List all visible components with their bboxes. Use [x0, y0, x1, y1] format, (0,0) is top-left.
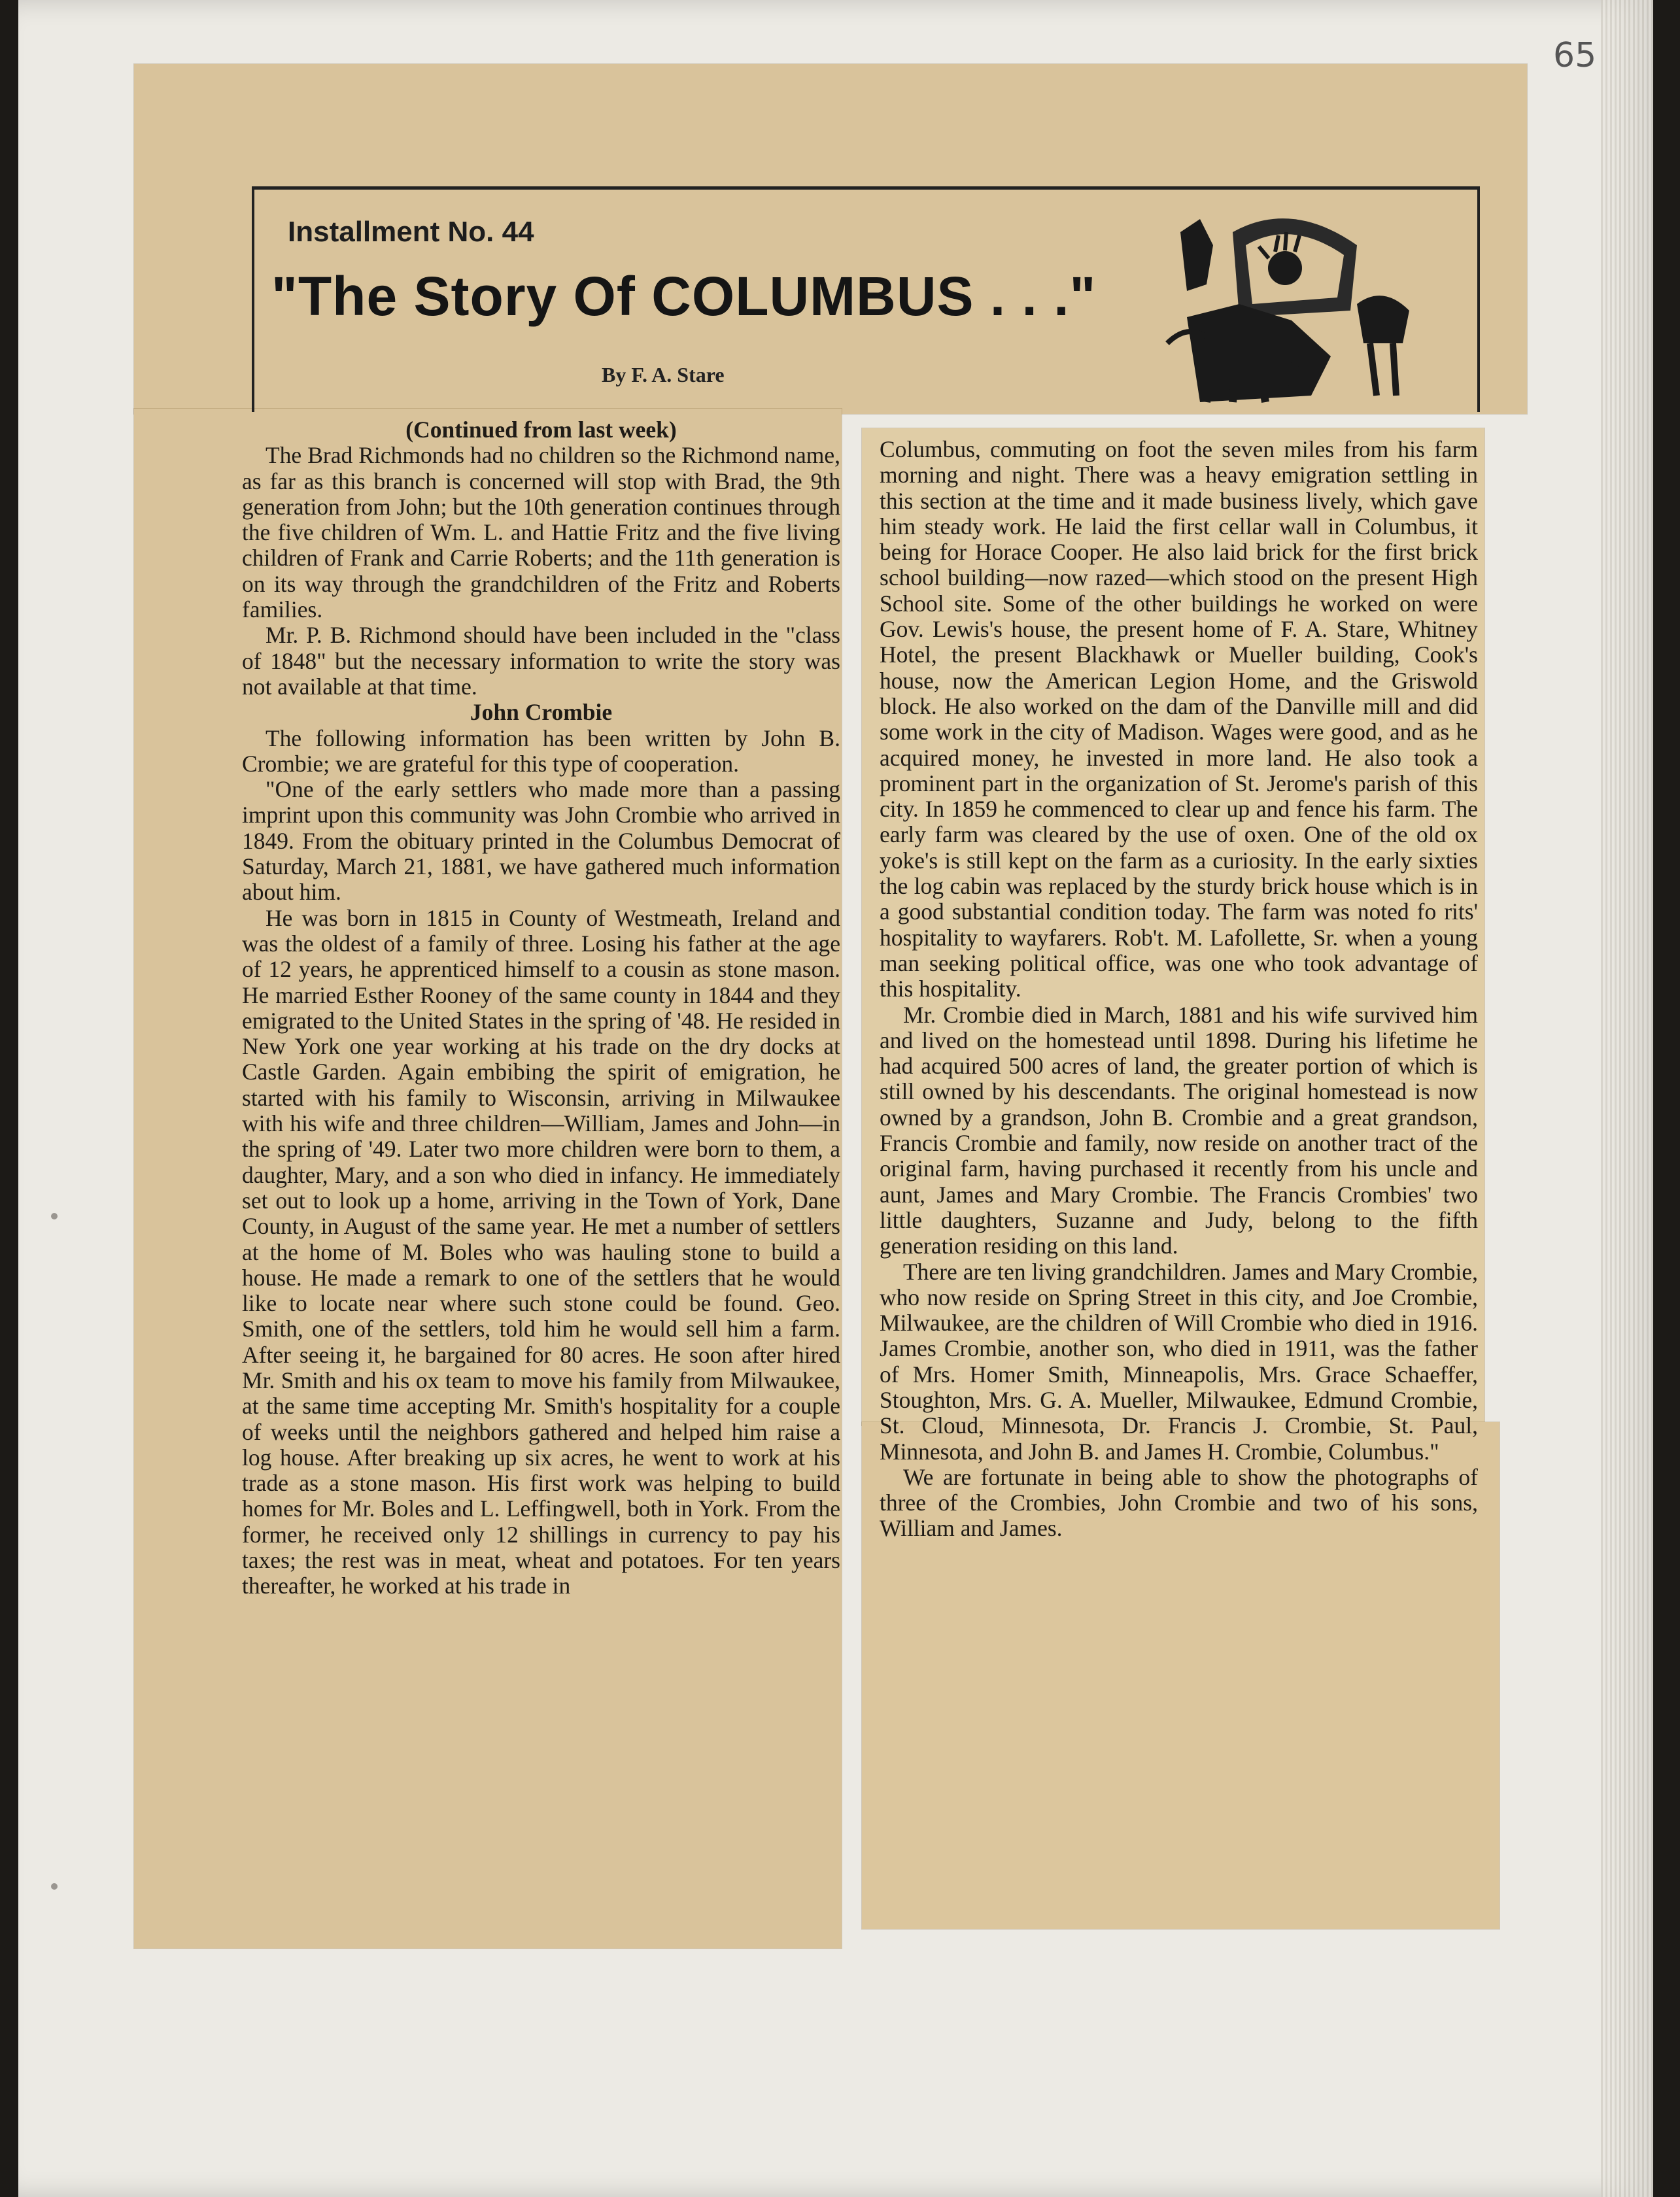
article-paragraph: Mr. Crombie died in March, 1881 and his wife survived him and lived on the homestead until 1898. During his lifetime he had acquired 500 acres of land, the greater portion of which is still owned by his descendants. The original homestead is now owned by a grandson, John B. Crombie and a great grandson, Francis Crombie and family, now reside on another tract of the original farm, having purchased it recently from his uncle and aunt, James and Mary Crombie. The Francis Crombies' two little daughters, Suzanne and Judy, belong to the fifth generation residing on this land. [880, 1001, 1478, 1259]
continued-note: (Continued from last week) [405, 417, 677, 443]
article-paragraph: The following information has been written by John B. Crombie; we are grateful for this type of cooperation. [242, 724, 840, 777]
article-right-column [880, 437, 1478, 1542]
installment-label: Installment No. 44 [288, 216, 534, 248]
article-paragraph: The Brad Richmonds had no children so the Richmond name, as far as this branch is concerned will stop with Brad, the 9th generation from John; but the 10th generation continues through the five children of Wm. L. and Hattie Fritz and the five living children of Frank and Carrie Roberts; and the 11th generation is on its way through the grandchildren of the Fritz and Roberts families. [242, 442, 840, 623]
article-paragraph: Columbus, commuting on foot the seven miles from his farm morning and night. There was a heavy emigration settling in this section at the time and it made business lively, which gave him steady work. He laid the first cellar wall in Columbus, it being for Horace Cooper. He also laid brick for the first brick school building—now razed—which stood on the present High School site. Some of the other buildings he worked on were Gov. Lewis's house, the present home of F. A. Stare, Whitney Hotel, the present Blackhawk or Mueller building, Cook's house, now the American Legion Home, and the Griswold block. He also worked on the dam of the Danville mill and did some work in the city of Madison. Wages were good, and as he acquired money, he invested in more land. He also took a prominent part in the organization of St. Jerome's parish of this city. In 1859 he commenced to clear up and fence his farm. The early farm was cleared by the use of oxen. One of the old ox yoke's is still kept on the farm as a curiosity. In the early sixties the log cabin was replaced by the sturdy brick house which is in a good substantial condition today. The farm was noted fo rits' hospitality to wayfarers. Rob't. M. Lafollette, Sr. when a young man seeking political office, was one who took advantage of this hospitality. [880, 436, 1478, 1002]
story-title: "The Story Of COLUMBUS . . ." [271, 265, 1097, 327]
page-edges [1601, 0, 1653, 2197]
page-number: 65 [1553, 36, 1597, 75]
article-paragraph: He was born in 1815 in County of Westmeath, Ireland and was the oldest of a family of three. Losing his father at the age of 12 years, he apprenticed himself to a cousin as stone mason. He married Esther Rooney of the same county in 1844 and they emigrated to the United States in the spring of '48. He resided in New York one year working at his trade on the dry docks at Castle Garden. Again embibing the spirit of emigration, he started with his family to Wisconsin, arriving in Milwaukee with his wife and three children—William, James and John—in the spring of '49. Later two more children were born to them, a daughter, Mary, and a son who died in infancy. He immediately set out to look up a home, arriving in the Town of York, Dane County, in August of the same year. He met a number of settlers at the home of M. Boles who was hauling stone to build a house. He made a remark to one of the settlers that he would like to locate near where such stone could be found. Geo. Smith, one of the settlers, told him he would sell him a farm. After seeing it, he bargained for 80 acres. He soon after hired Mr. Smith and his ox team to move his family from Milwaukee, at the same time accepting Mr. Smith's hospitality for a couple of weeks until the neighbors gathered and helped him raise a log house. After breaking up six acres, he went to work at his trade as a stone mason. His first work was helping to build homes for Mr. Boles and L. Leffingwell, both in York. From the former, he received only 12 shillings in currency to pay his taxes; the rest was in meat, wheat and potatoes. For ten years thereafter, he worked at his trade in [242, 904, 840, 1599]
binding-hole [51, 1883, 58, 1890]
section-heading-john-crombie: John Crombie [470, 699, 613, 726]
article-paragraph: Mr. P. B. Richmond should have been included in the "class of 1848" but the necessary information to write the story was not available at that time. [242, 622, 840, 700]
binding-hole [51, 1213, 58, 1219]
article-paragraph: We are fortunate in being able to show the photographs of three of the Crombies, John Crombie and two of his sons, William and James. [880, 1463, 1478, 1542]
covered-wagon-illustration [1161, 206, 1429, 409]
article-paragraph: There are ten living grandchildren. James and Mary Crombie, who now reside on Spring Street in this city, and Joe Crombie, Milwaukee, are the children of Will Crombie who died in 1916. James Crombie, another son, who died in 1911, was the father of Mrs. Homer Smith, Minneapolis, Mrs. Grace Schaeffer, Stoughton, Mrs. G. A. Mueller, Milwaukee, Edmund Crombie, St. Cloud, Minnesota, Dr. Francis J. Crombie, St. Paul, Minnesota, and John B. and James H. Crombie, Columbus." [880, 1258, 1478, 1465]
article-paragraph: "One of the early settlers who made more than a passing imprint upon this community was John Crombie who arrived in 1849. From the obituary printed in the Columbus Democrat of Saturday, March 21, 1881, we have gathered much information about him. [242, 776, 840, 906]
article-left-column [242, 417, 840, 1599]
byline: By F. A. Stare [602, 363, 725, 386]
